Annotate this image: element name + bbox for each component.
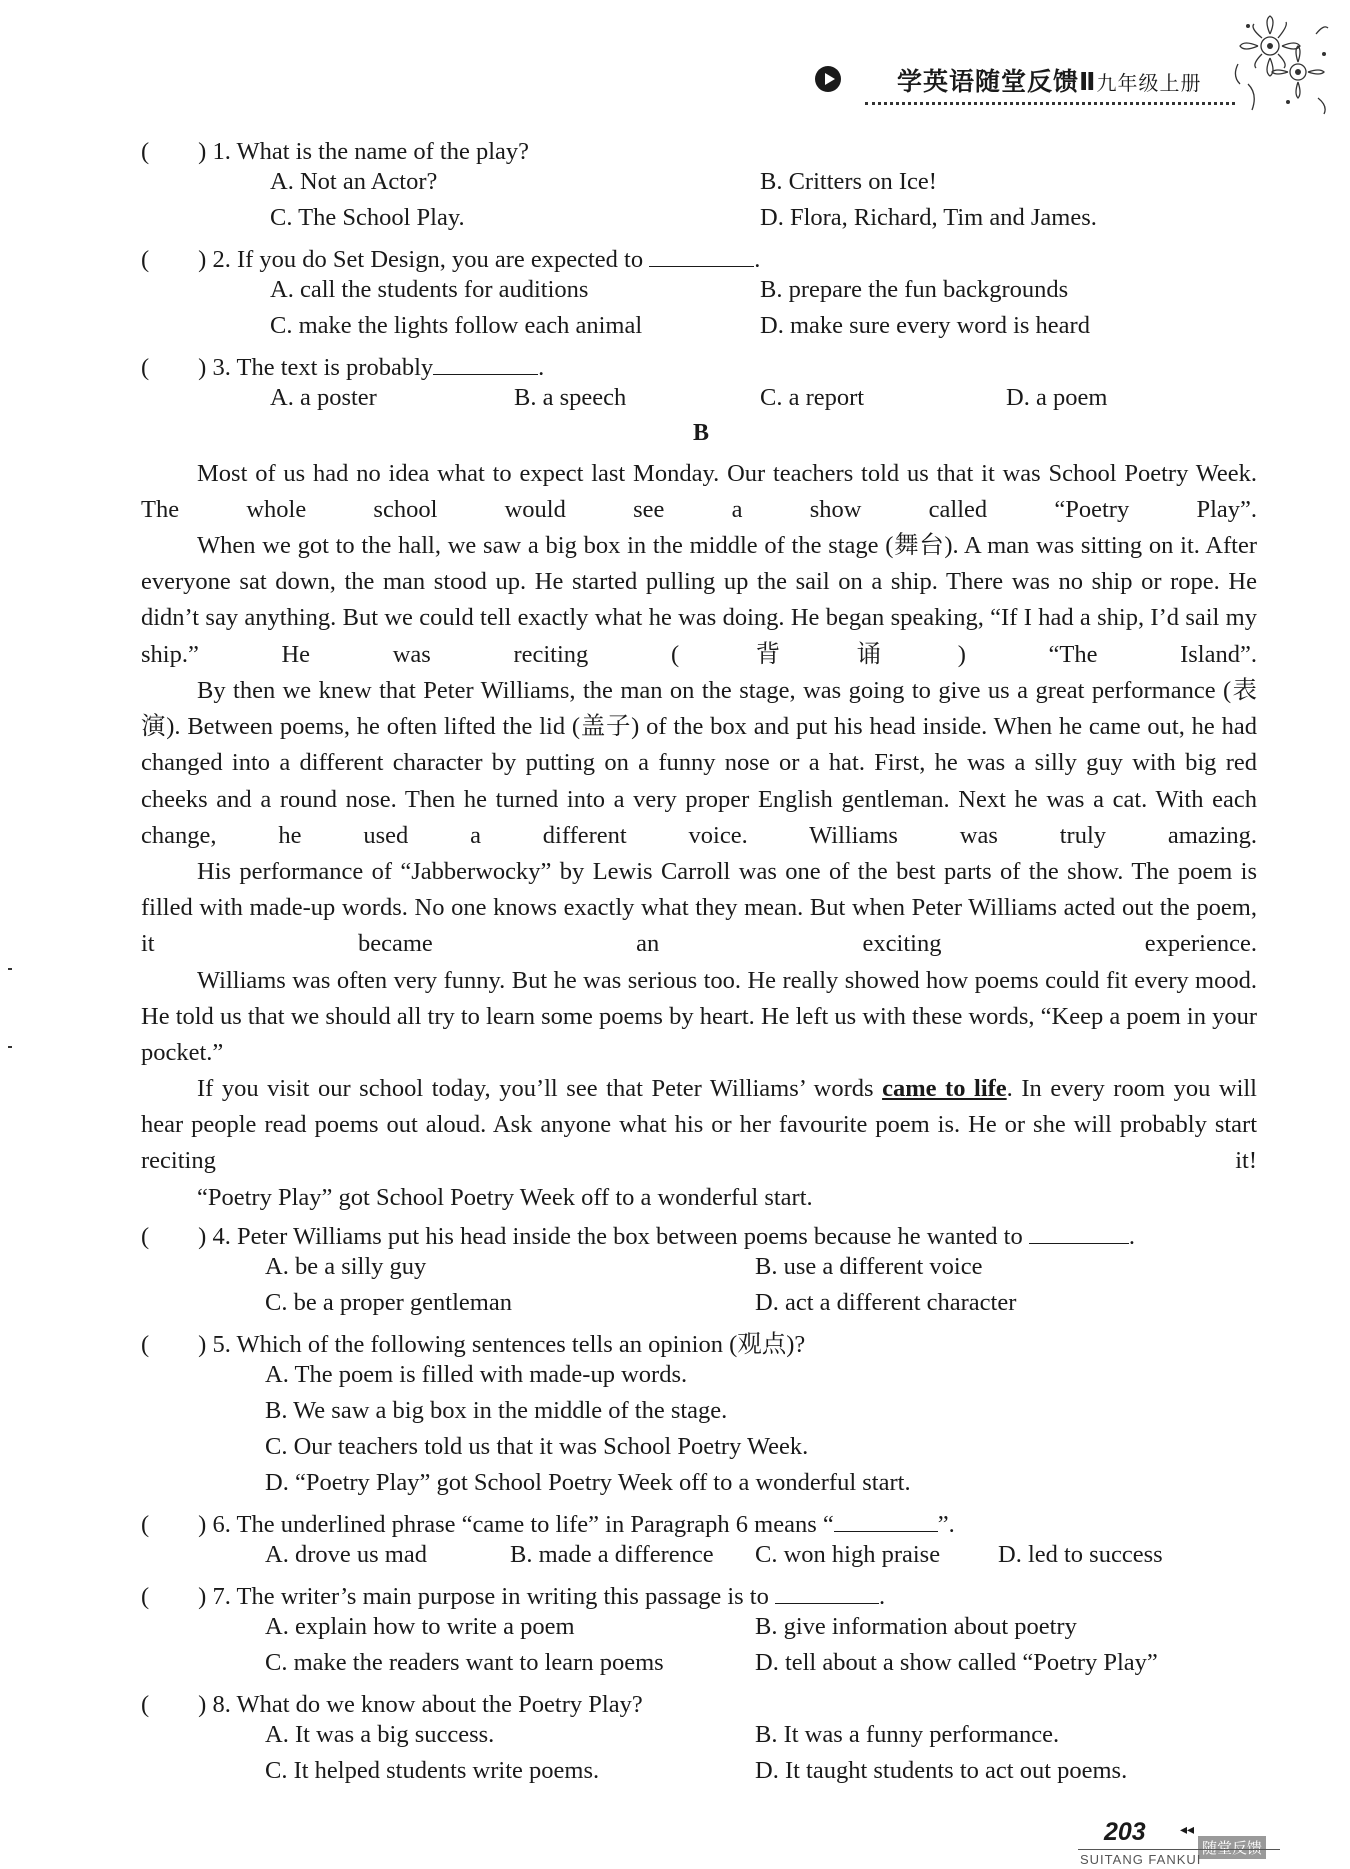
q3-option-c: C. a report bbox=[760, 384, 865, 411]
q1-option-b: B. Critters on Ice! bbox=[760, 168, 937, 195]
q5-option-a: A. The poem is filled with made-up words. bbox=[265, 1361, 688, 1388]
q5-option-b: B. We saw a big box in the middle of the stage. bbox=[265, 1397, 728, 1424]
footer-badge: 随堂反馈 bbox=[1198, 1836, 1266, 1859]
q4-option-a: A. be a silly guy bbox=[265, 1253, 427, 1280]
passage-paragraph-1: Most of us had no idea what to expect last Monday. Our teachers told us that it was School Poetry Week. The whole school would see a show called “Poetry Play”. bbox=[141, 460, 1257, 524]
passage-paragraph-4: His performance of “Jabberwocky” by Lewis Carroll was one of the best parts of the show. The poem is filled with made-up words. No one knows exactly what they mean. But when Peter Williams acted out the poem, it became an exciting experience. bbox=[141, 858, 1257, 958]
footer-rule bbox=[1078, 1849, 1280, 1850]
q3-option-d: D. a poem bbox=[1006, 384, 1108, 411]
answer-blank bbox=[649, 246, 754, 267]
question-1-stem: ( ) 1. What is the name of the play? bbox=[141, 138, 530, 165]
q6-option-b: B. made a difference bbox=[510, 1541, 714, 1568]
passage-paragraph-7: “Poetry Play” got School Poetry Week off to a wonderful start. bbox=[197, 1184, 813, 1211]
section-heading-b: B bbox=[693, 420, 710, 446]
q1-option-a: A. Not an Actor? bbox=[270, 168, 438, 195]
answer-blank bbox=[433, 354, 538, 375]
book-title: 学英语随堂反馈Ⅱ九年级上册 bbox=[897, 67, 1202, 96]
answer-blank bbox=[1029, 1223, 1129, 1244]
q1-option-c: C. The School Play. bbox=[270, 204, 465, 231]
q7-option-c: C. make the readers want to learn poems bbox=[265, 1649, 664, 1676]
q2-option-b: B. prepare the fun backgrounds bbox=[760, 276, 1069, 303]
book-subtitle: 九年级上册 bbox=[1096, 71, 1202, 95]
q2-option-a: A. call the students for auditions bbox=[270, 276, 589, 303]
q7-option-a: A. explain how to write a poem bbox=[265, 1613, 575, 1640]
q8-option-b: B. It was a funny performance. bbox=[755, 1721, 1060, 1748]
passage-paragraph-6: If you visit our school today, you’ll see that Peter Williams’ words came to life. In every room you will hear people read poems out aloud. Ask anyone what his or her favourite poem is. He or she will probably start reciting it! bbox=[141, 1075, 1257, 1175]
q7-option-d: D. tell about a show called “Poetry Play” bbox=[755, 1649, 1158, 1676]
q5-option-c: C. Our teachers told us that it was School Poetry Week. bbox=[265, 1433, 809, 1460]
passage-paragraph-2: When we got to the hall, we saw a big box in the middle of the stage (舞台). A man was sitting on it. After everyone sat down, the man stood up. He started pulling up the sail on a ship. There was no ship or rope. He didn’t say anything. But we could tell exactly what he was doing. He began speaking, “If I had a ship, I’d sail my ship.” He was reciting (背诵) “The Island”. bbox=[141, 532, 1257, 668]
play-icon bbox=[815, 66, 841, 92]
q4-option-b: B. use a different voice bbox=[755, 1253, 983, 1280]
question-6-stem: ( ) 6. The underlined phrase “came to life” in Paragraph 6 means “ ”. bbox=[141, 1511, 955, 1538]
question-5-stem: ( ) 5. Which of the following sentences tells an opinion (观点)? bbox=[141, 1331, 806, 1358]
question-4-stem: ( ) 4. Peter Williams put his head inside the box between poems because he wanted to . bbox=[141, 1223, 1135, 1250]
margin-mark bbox=[8, 1046, 12, 1048]
q3-option-b: B. a speech bbox=[514, 384, 627, 411]
margin-mark bbox=[8, 968, 12, 970]
q1-option-d: D. Flora, Richard, Tim and James. bbox=[760, 204, 1097, 231]
q8-option-a: A. It was a big success. bbox=[265, 1721, 495, 1748]
q8-option-d: D. It taught students to act out poems. bbox=[755, 1757, 1128, 1784]
page-number: 203 bbox=[1104, 1818, 1146, 1846]
answer-blank bbox=[834, 1511, 938, 1532]
q6-option-c: C. won high praise bbox=[755, 1541, 941, 1568]
page-header bbox=[815, 56, 1245, 116]
question-2-stem: ( ) 2. If you do Set Design, you are expected to . bbox=[141, 246, 761, 273]
underlined-phrase: came to life bbox=[882, 1075, 1007, 1102]
header-dotted-rule bbox=[865, 102, 1235, 105]
flower-decoration-icon bbox=[1228, 14, 1336, 122]
question-7-stem: ( ) 7. The writer’s main purpose in writing this passage is to . bbox=[141, 1583, 886, 1610]
q4-option-d: D. act a different character bbox=[755, 1289, 1017, 1316]
q2-option-c: C. make the lights follow each animal bbox=[270, 312, 643, 339]
q8-option-c: C. It helped students write poems. bbox=[265, 1757, 600, 1784]
question-8-stem: ( ) 8. What do we know about the Poetry Play? bbox=[141, 1691, 643, 1718]
back-arrows-icon: ◂◂ bbox=[1180, 1823, 1195, 1838]
passage-paragraph-5: Williams was often very funny. But he was serious too. He really showed how poems could fit every mood. He told us that we should all try to learn some poems by heart. He left us with these words, “Keep a poem in your pocket.” bbox=[141, 967, 1257, 1067]
answer-blank bbox=[775, 1583, 879, 1604]
q2-option-d: D. make sure every word is heard bbox=[760, 312, 1090, 339]
q7-option-b: B. give information about poetry bbox=[755, 1613, 1077, 1640]
footer-brand: SUITANG FANKUI bbox=[1080, 1852, 1202, 1867]
q4-option-c: C. be a proper gentleman bbox=[265, 1289, 512, 1316]
q5-option-d: D. “Poetry Play” got School Poetry Week off to a wonderful start. bbox=[265, 1469, 911, 1496]
q6-option-a: A. drove us mad bbox=[265, 1541, 427, 1568]
passage-paragraph-3: By then we knew that Peter Williams, the man on the stage, was going to give us a great performance (表演). Between poems, he often lifted the lid (盖子) of the box and put his head inside. When he came out, he had changed into a different character by putting on a funny nose or a hat. First, he was a silly guy with big red cheeks and a round nose. Then he turned into a very proper English gentleman. Next he was a cat. With each change, he used a different voice. Williams was truly amazing. bbox=[141, 677, 1257, 849]
question-3-stem: ( ) 3. The text is probably . bbox=[141, 354, 545, 381]
q6-option-d: D. led to success bbox=[998, 1541, 1163, 1568]
q3-option-a: A. a poster bbox=[270, 384, 377, 411]
